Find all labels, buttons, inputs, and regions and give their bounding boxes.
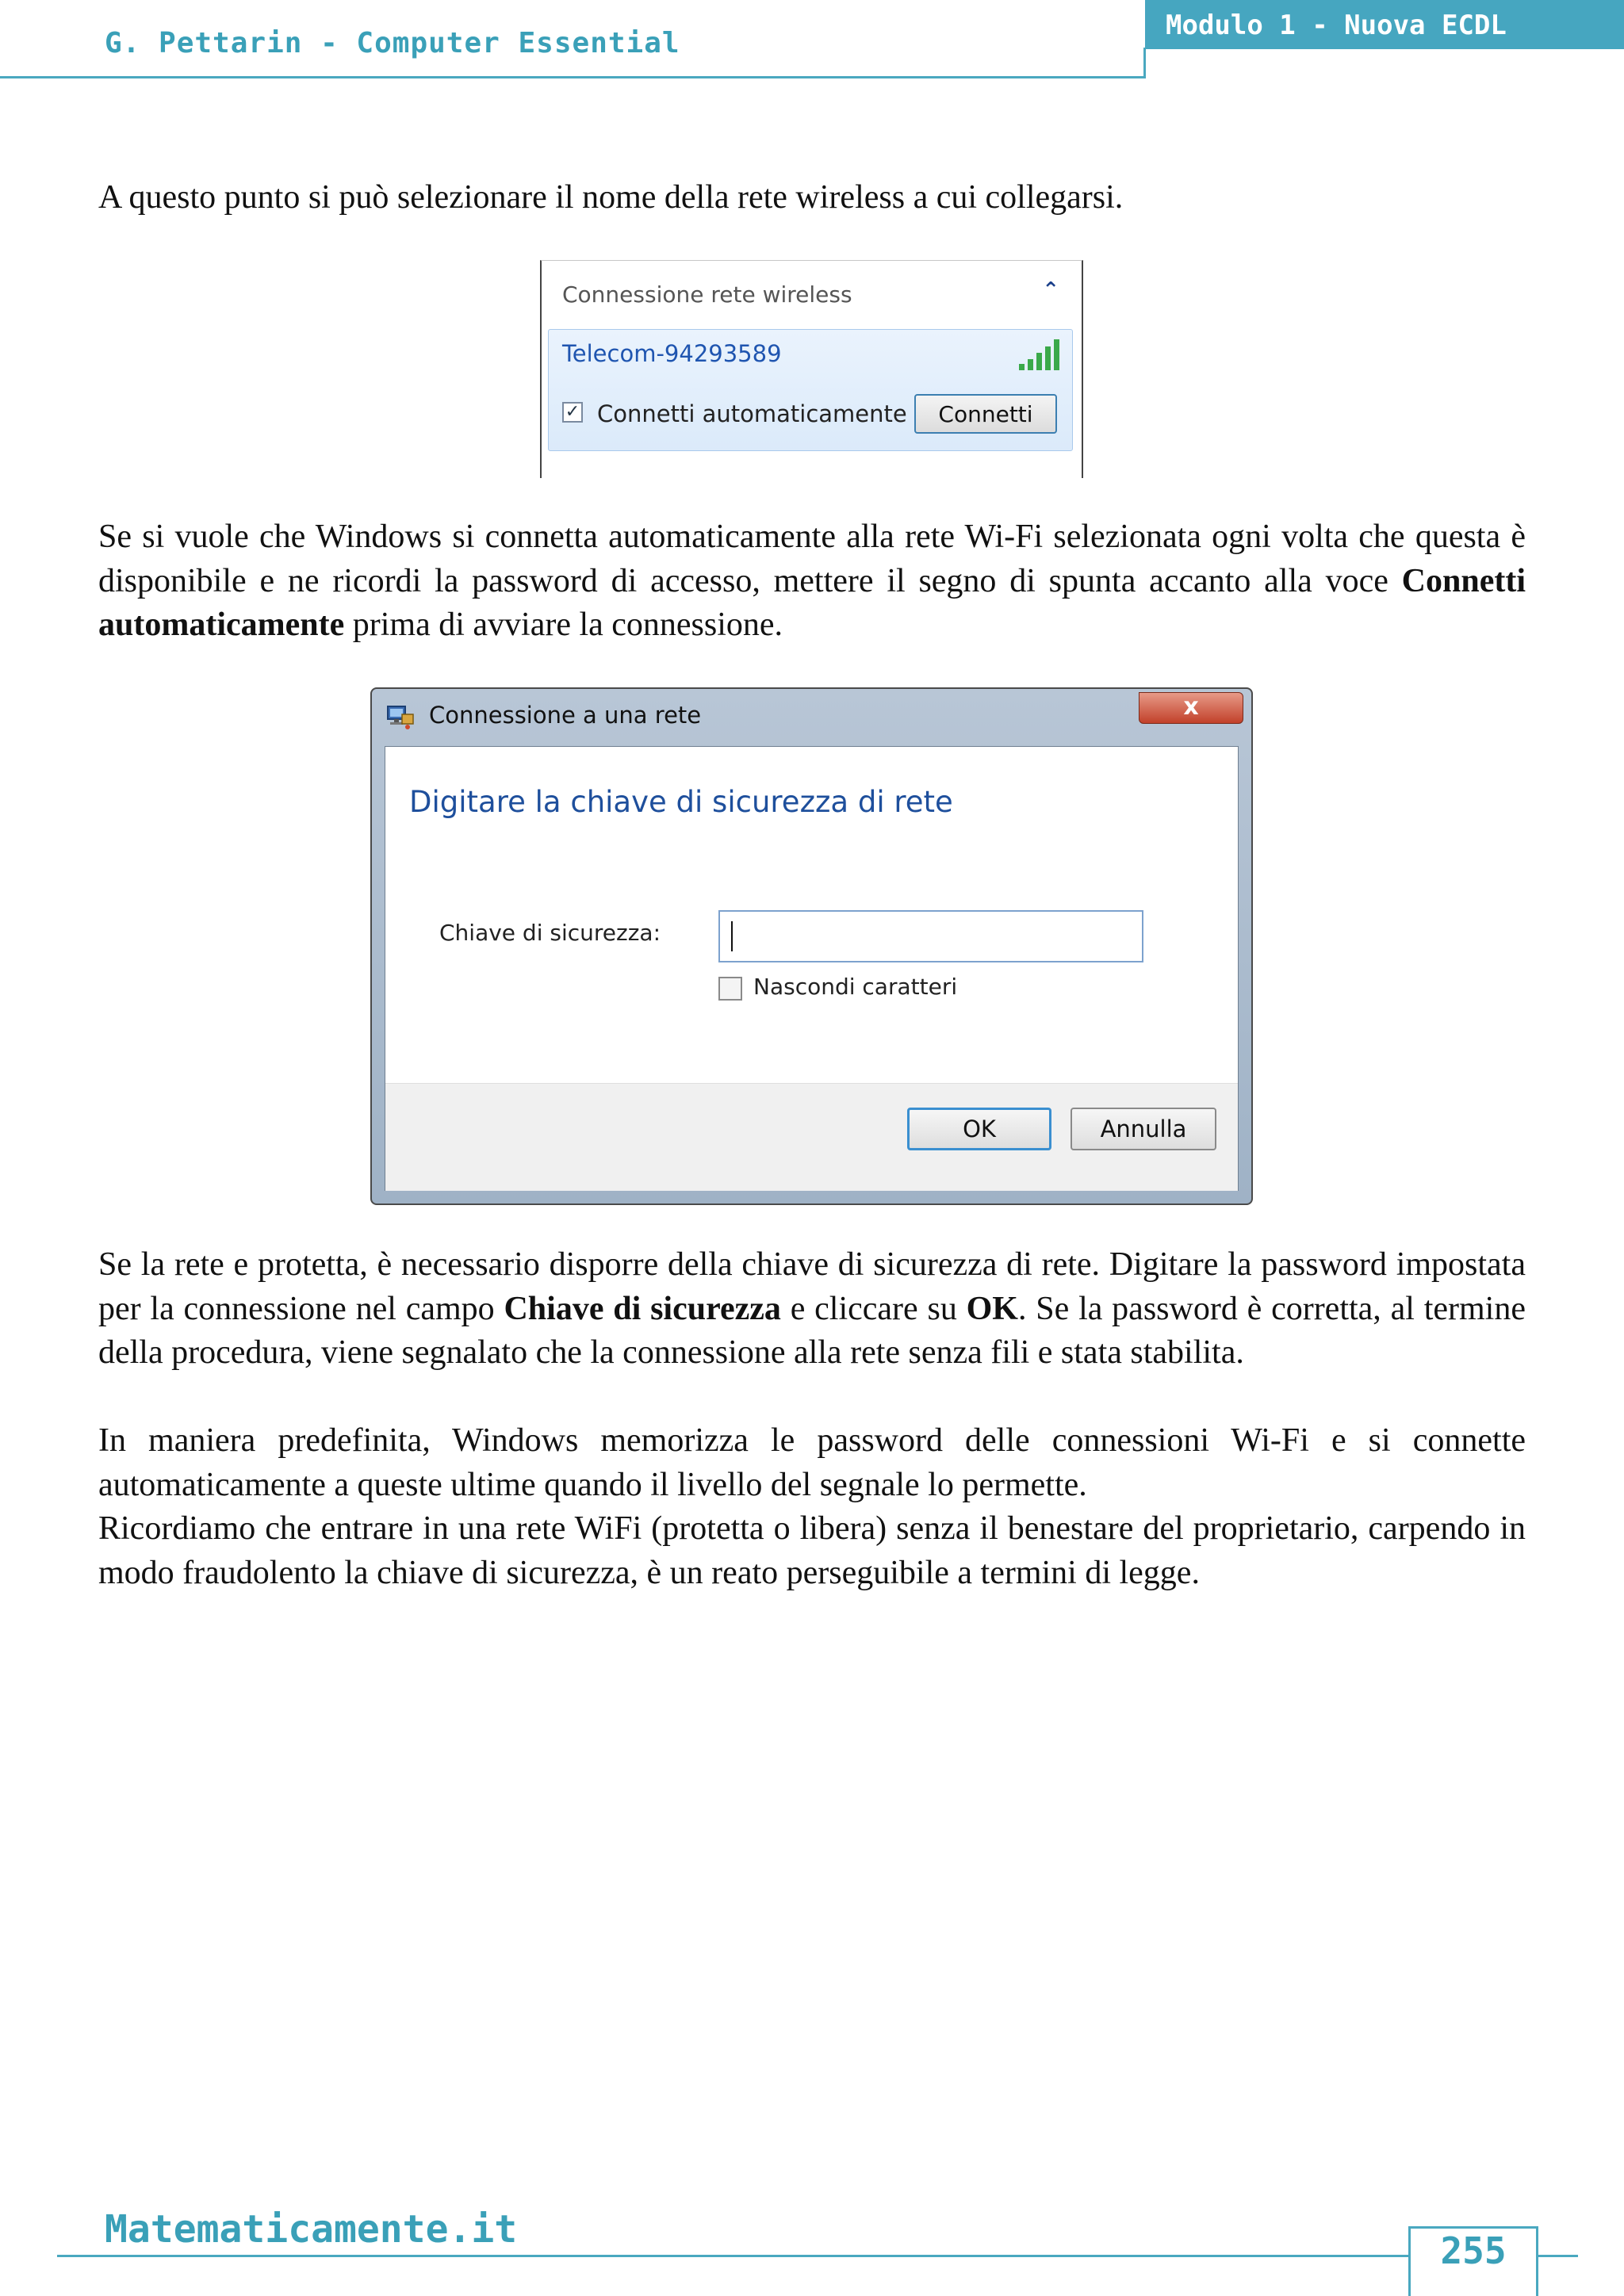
signal-bars-icon xyxy=(1017,337,1065,372)
chevron-up-icon[interactable]: ⌃ xyxy=(1042,278,1059,302)
header-rule xyxy=(0,76,1145,78)
network-name[interactable]: Telecom-94293589 xyxy=(562,340,782,367)
p3-bold-ok: OK xyxy=(966,1290,1018,1327)
auto-connect-checkbox[interactable]: ✓ xyxy=(562,402,583,423)
dialog-content xyxy=(385,746,1239,1191)
panel-title: Connessione rete wireless xyxy=(562,281,852,308)
footer-site: Matematicamente.it xyxy=(105,2207,518,2252)
hide-characters-label[interactable]: Nascondi caratteri xyxy=(753,974,958,1000)
dialog-button-bar xyxy=(385,1083,1238,1191)
page-number: 255 xyxy=(1440,2229,1507,2272)
paragraph-intro: A questo punto si può selezionare il nome della rete wireless a cui collegarsi. xyxy=(98,179,1124,216)
security-key-label: Chiave di sicurezza: xyxy=(439,920,661,946)
cancel-button[interactable]: Annulla xyxy=(1071,1108,1216,1150)
connect-network-dialog xyxy=(370,687,1253,1205)
p2-text-b: prima di avviare la connessione. xyxy=(344,607,783,643)
paragraph-legal-note: Ricordiamo che entrare in una rete WiFi (protetta o libera) senza il benestare del proprietario, carpendo in modo fraudolento la chiave di sicurezza, è un reato perseguibile a termini di legge. xyxy=(98,1510,1526,1591)
text-caret xyxy=(731,921,733,951)
p3-text-c: . Se la password è corretta, al termine della procedura, viene segnalato che la connessione alla rete senza fili e stata stabilita. xyxy=(98,1290,1526,1371)
header-author-title: G. Pettarin - Computer Essential xyxy=(105,27,680,59)
close-icon[interactable]: x xyxy=(1139,692,1243,724)
wireless-network-panel xyxy=(540,260,1083,478)
p2-bold-auto-connect: Connetti automaticamente xyxy=(98,562,1526,643)
paragraph-security-key xyxy=(98,1243,1526,1376)
paragraph-auto-connect xyxy=(98,515,1526,648)
network-icon xyxy=(386,703,415,730)
dialog-title: Connessione a una rete xyxy=(429,702,702,729)
p3-text-a: Se la rete e protetta, è necessario disporre della chiave di sicurezza di rete. Digitare la password impostata per la connessione nel campo xyxy=(98,1246,1526,1327)
p2-text-a: Se si vuole che Windows si connetta automaticamente alla rete Wi-Fi selezionata ogni volta che questa è disponibile e ne ricordi la password di accesso, mettere il segno di spunta accanto alla voce xyxy=(98,519,1526,599)
security-key-input[interactable] xyxy=(718,910,1143,962)
header-module-badge: Modulo 1 - Nuova ECDL xyxy=(1145,0,1624,49)
paragraph-default-behavior: In maniera predefinita, Windows memorizza le password delle connessioni Wi-Fi e si connette automaticamente a queste ultime quando il livello del segnale lo permette. xyxy=(98,1422,1526,1503)
hide-characters-checkbox[interactable] xyxy=(718,977,742,1001)
connect-button[interactable]: Connetti xyxy=(914,394,1057,434)
p3-bold-security-key: Chiave di sicurezza xyxy=(504,1290,781,1327)
p3-text-b: e cliccare su xyxy=(780,1290,967,1327)
auto-connect-label: Connetti automaticamente xyxy=(597,400,907,427)
dialog-heading: Digitare la chiave di sicurezza di rete xyxy=(409,785,953,819)
footer-rule xyxy=(57,2255,1578,2257)
header-rule-vertical xyxy=(1143,48,1146,78)
ok-button[interactable]: OK xyxy=(907,1108,1051,1150)
